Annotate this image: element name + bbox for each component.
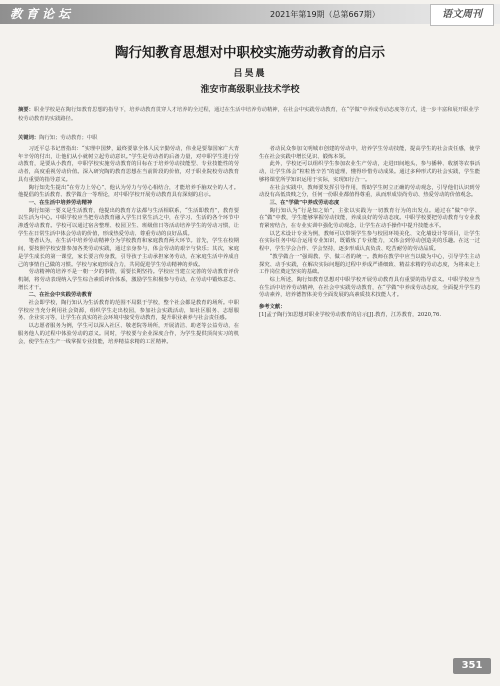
body-paragraph: 陶行知认为“行是知之始”，主张以实践为一切教育行为的出发点。通过在“做”中学、在“做”中教，学生能够掌握劳动技能，养成良好的劳动态度。中职学校要把劳动教育与专业教育紧密结合，在专业实训中强化劳动观念，让学生在动手操作中提升技能水平。: [259, 207, 480, 230]
body-paragraph: 者动民众参加文明城市创建的劳动中，培养学生劳动技能，提高学生的社会责任感，使学生在社会实践中增长见识、锻炼本领。: [259, 146, 480, 160]
keywords: [18, 133, 484, 141]
keywords-text: 陶行知；劳动教育；中职: [39, 135, 98, 141]
body-paragraph: 笔者认为，在生活中培养劳动精神分为学校教育和家庭教育两大环节。首先，学生在校期间，要按照学校安排参加各类劳动实践，通过亲身参与，体会劳动的艰辛与快乐；其次，家庭是学生成长的第一课堂，家长要言传身教，引导孩子主动承担家务劳动，在家庭生活中养成自己的事情自己做的习惯。学校与家庭形成合力，共同促进学生劳动精神的养成。: [18, 238, 239, 268]
keywords-label: 关键词：: [18, 135, 40, 141]
journal-name: 教育论坛: [10, 7, 75, 21]
abstract: [18, 106, 484, 124]
journal-logo: 语文周刊: [430, 4, 494, 26]
article-author: 吕昊晨: [233, 69, 267, 79]
section-heading: 二、在社会中实践劳动教育: [28, 292, 93, 299]
body-paragraph: 以志愿者服务为例，学生可以深入社区、敬老院等场所，开展清洁、助老等公益劳动，在服务他人的过程中体验劳动的意义。同时，学校要与企业深度合作，为学生提供顶岗实习的机会，使学生在生产一线掌握专业技能，培养精益求精的工匠精神。: [18, 323, 239, 345]
reference-item: [1]孟子陶行知思想对职业学校劳动教育的启示[J].教育，江苏教育，2020,76.: [259, 311, 442, 318]
section-heading: 三、在“学做”中养成劳动态度: [269, 199, 340, 206]
body-paragraph: 综上所述，陶行知教育思想对中职学校开展劳动教育具有重要的指导意义。中职学校应当在生活中培养劳动精神，在社会中实践劳动教育，在“学做”中养成劳动态度，全面提升学生的劳动素养，培养德智体美劳全面发展的高素质技术技能人才。: [259, 276, 480, 299]
page-header: [0, 0, 500, 30]
abstract-text: 职业学校是在陶行知教育思想的指导下，培养动教育贯穿人才培养的全过程，通过在生活中培养劳动精神，在社会中实践劳动教育，在“学做”中养成劳动态度等方式，进一步丰富和展开职业学校劳动教育的实践路径。: [18, 107, 479, 122]
body-paragraph: 陶行知先生提出“在劳力上劳心”，他认为劳力与劳心相结合，才能培养手脑双全的人才。他提倡的生活教育、教学做合一等理论，对中职学校开展劳动教育具有深刻的启示。: [18, 184, 239, 199]
abstract-label: 摘要：: [18, 107, 34, 113]
body-paragraph: 习近平总书记曾指出：“实理中国梦，最终要靠全体人民辛勤劳动，伟业是要靠国家广大青年辛劳的付出，让他们从小就树立起劳动意识。”学生是劳动者的后备力量，对中职学生进行劳动教育，是要从小教育，中职学校实施劳动教育的目标在于培养劳动技能型、专业技能性的劳动者，高度重视劳动价值。深入研究陶的教育思想在当前阶段的价值，对于职业院校劳动教育具有重要的指导意义。: [18, 146, 239, 183]
section-heading: 一、在生活中培养劳动精神: [28, 199, 93, 206]
body-paragraph: 社会即学校，陶行知认为生活教育的范围不局限于学校，整个社会都是教育的场所。中职学校应当充分利用社会资源，组织学生走出校园，参加社会实践活动，如社区服务、志愿服务、企业实习等，让学生在真实的社会环境中接受劳动教育，提升职业素养与社会责任感。: [18, 300, 239, 322]
issue-info: 2021年第19期（总第667期）: [270, 10, 380, 19]
body-column-right: [259, 146, 480, 319]
body-paragraph: 以艺术设计专业为例，教师可以带领学生参与校园环境美化、文化墙设计等项目，让学生在实际任务中综合运用专业知识，既锻炼了专业能力，又体会到劳动创造美的乐趣。在这一过程中，学生学会合作、学会坚持，逐步形成认真负责、吃苦耐劳的劳动品质。: [259, 230, 480, 253]
body-column-left: [18, 146, 239, 346]
article-title: 陶行知教育思想对中职校实施劳动教育的启示: [115, 45, 385, 61]
body-paragraph: 劳动精神的培养不是一朝一夕的事情，需要长期坚持。学校应当建立完善的劳动教育评价机制，将劳动表现纳入学生综合素质评价体系，激励学生积极参与劳动，在劳动中锻炼意志、增长才干。: [18, 269, 239, 291]
author-affiliation: 淮安市高级职业技术学校: [200, 85, 300, 95]
body-paragraph: “教学做合一”强调教、学、做三者的统一。教师在教学中应当以做为中心，引导学生主动探究、动手实践，在解决实际问题的过程中养成严谨细致、精益求精的劳动态度，为将来走上工作岗位奠定坚实的基础。: [259, 253, 480, 276]
body-paragraph: 陶行知第一要义是生活教育，他提出的教育方法都与生活相联系，“生活即教育”，教育要以生活为中心。中职学校应当把劳动教育融入学生日常生活之中，在学习、生活的各个环节中渗透劳动教育。学校可以通过宿舍整理、校园卫生、班级值日等活动培养学生的劳动习惯，让学生在日常生活中体会劳动的价值，形成热爱劳动、尊重劳动的良好品质。: [18, 207, 239, 237]
body-paragraph: 此外，学校还可以组织学生参加农业生产劳动，走进田间地头，参与播种、收割等农事活动，让学生体会“粒粒皆辛苦”的道理，懂得珍惜劳动成果。通过多种形式的社会实践，学生能够将课堂所学知识运用于实际，实现知行合一。: [259, 161, 480, 183]
header-bar: [0, 4, 500, 24]
page-number: 351: [453, 658, 491, 674]
references-heading: 参考文献：: [259, 304, 286, 311]
body-paragraph: 在社会实践中，教师要发挥引导作用，帮助学生树立正确的劳动观念，引导他们认识到劳动没有高低贵贱之分，任何一份职业都值得尊重，从而形成崇尚劳动、热爱劳动的价值观念。: [259, 184, 480, 199]
